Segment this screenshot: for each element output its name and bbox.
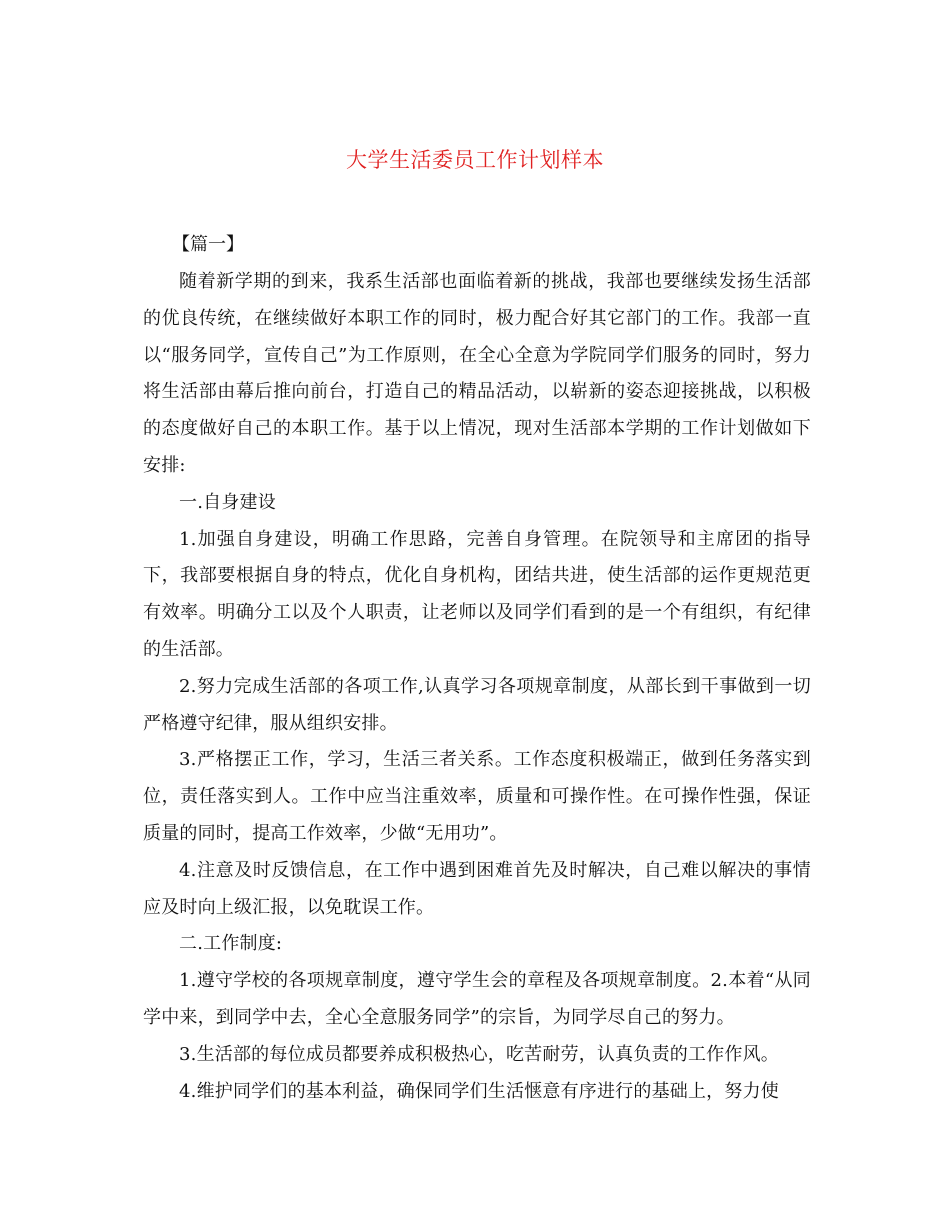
paragraph-item-3: 3.严格摆正工作，学习，生活三者关系。工作态度积极端正，做到任务落实到位，责任落实到人。工作中应当注重效率，质量和可操作性。在可操作性强，保证质量的同时，提高工作效率，少做“无用功”。 <box>143 749 811 844</box>
section-heading: 【篇一】 <box>172 234 244 255</box>
document-title: 大学生活委员工作计划样本 <box>346 148 604 172</box>
paragraph-item-2: 2.努力完成生活部的各项工作,认真学习各项规章制度，从部长到干事做到一切严格遵守纪律，服从组织安排。 <box>143 675 811 734</box>
paragraph-item-1: 1.加强自身建设，明确工作思路，完善自身管理。在院领导和主席团的指导下，我部要根据自身的特点，优化自身机构，团结共进，使生活部的运作更规范更有效率。明确分工以及个人职责，让老师以及同学们看到的是一个有组织，有纪律的生活部。 <box>143 528 811 660</box>
paragraph-item-4: 4.注意及时反馈信息，在工作中遇到困难首先及时解决，自己难以解决的事情应及时向上级汇报，以免耽误工作。 <box>143 859 811 918</box>
paragraph-intro: 随着新学期的到来，我系生活部也面临着新的挑战，我部也要继续发扬生活部的优良传统，在继续做好本职工作的同时，极力配合好其它部门的工作。我部一直以“服务同学，宣传自己”为工作原则，在全心全意为学院同学们服务的同时，努力将生活部由幕后推向前台，打造自己的精品活动，以崭新的姿态迎接挑战，以积极的态度做好自己的本职工作。基于以上情况，现对生活部本学期的工作计划做如下安排: <box>143 271 811 476</box>
document-body <box>143 264 811 1110</box>
paragraph-rule-4: 4.维护同学们的基本利益，确保同学们生活惬意有序进行的基础上，努力使 <box>179 1080 779 1102</box>
paragraph-rule-3: 3.生活部的每位成员都要养成积极热心，吃苦耐劳，认真负责的工作作风。 <box>179 1043 779 1065</box>
heading-self-construction: 一.自身建设 <box>179 491 276 513</box>
paragraph-rule-1-2: 1.遵守学校的各项规章制度，遵守学生会的章程及各项规章制度。2.本着“从同学中来，到同学中去，全心全意服务同学”的宗旨，为同学尽自己的努力。 <box>143 970 811 1028</box>
heading-work-system: 二.工作制度: <box>179 933 283 955</box>
